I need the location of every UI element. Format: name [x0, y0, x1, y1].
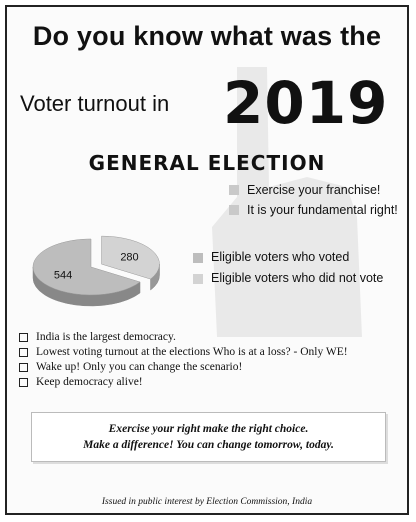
turnout-label: Voter turnout in	[20, 91, 170, 116]
fact-text: Keep democracy alive!	[36, 376, 143, 388]
fact-text: Lowest voting turnout at the elections Who is at a loss? - Only WE!	[36, 346, 348, 358]
legend-label: Eligible voters who did not vote	[211, 271, 384, 285]
appeal-line: Exercise your right make the right choice.	[108, 423, 309, 435]
checkbox-bullet-icon	[19, 378, 28, 387]
facts-list	[19, 330, 348, 390]
pie-value-label: 280	[120, 251, 139, 264]
checkbox-bullet-icon	[19, 333, 28, 342]
checkbox-bullet-icon	[19, 363, 28, 372]
note-item	[229, 200, 398, 220]
fact-item	[19, 360, 348, 375]
headline: Do you know what was the	[32, 21, 382, 51]
note-text: It is your fundamental right!	[247, 203, 398, 217]
legend-item	[193, 247, 383, 268]
appeal-box	[31, 412, 386, 462]
fact-text: India is the largest democracy.	[36, 331, 176, 343]
election-year: 2019	[223, 69, 389, 137]
legend-swatch	[193, 253, 203, 263]
fact-text: Wake up! Only you can change the scenario!	[36, 361, 243, 373]
legend-item	[193, 268, 383, 289]
poster	[5, 5, 409, 515]
footer-credit: Issued in public interest by Election Commission, India	[101, 497, 313, 507]
election-title: GENERAL ELECTION	[88, 151, 326, 175]
chart-legend	[193, 247, 383, 289]
fact-item	[19, 330, 348, 345]
note-item	[229, 180, 398, 200]
turnout-pie-chart	[19, 231, 189, 317]
notes-list	[229, 180, 398, 220]
appeal-line: Make a difference! You can change tomorrow, today.	[83, 439, 334, 451]
legend-swatch	[193, 274, 203, 284]
note-text: Exercise your franchise!	[247, 183, 381, 197]
square-bullet-icon	[229, 205, 239, 215]
square-bullet-icon	[229, 185, 239, 195]
fact-item	[19, 375, 348, 390]
checkbox-bullet-icon	[19, 348, 28, 357]
fact-item	[19, 345, 348, 360]
pie-value-label: 544	[53, 269, 73, 282]
legend-label: Eligible voters who voted	[211, 250, 350, 264]
